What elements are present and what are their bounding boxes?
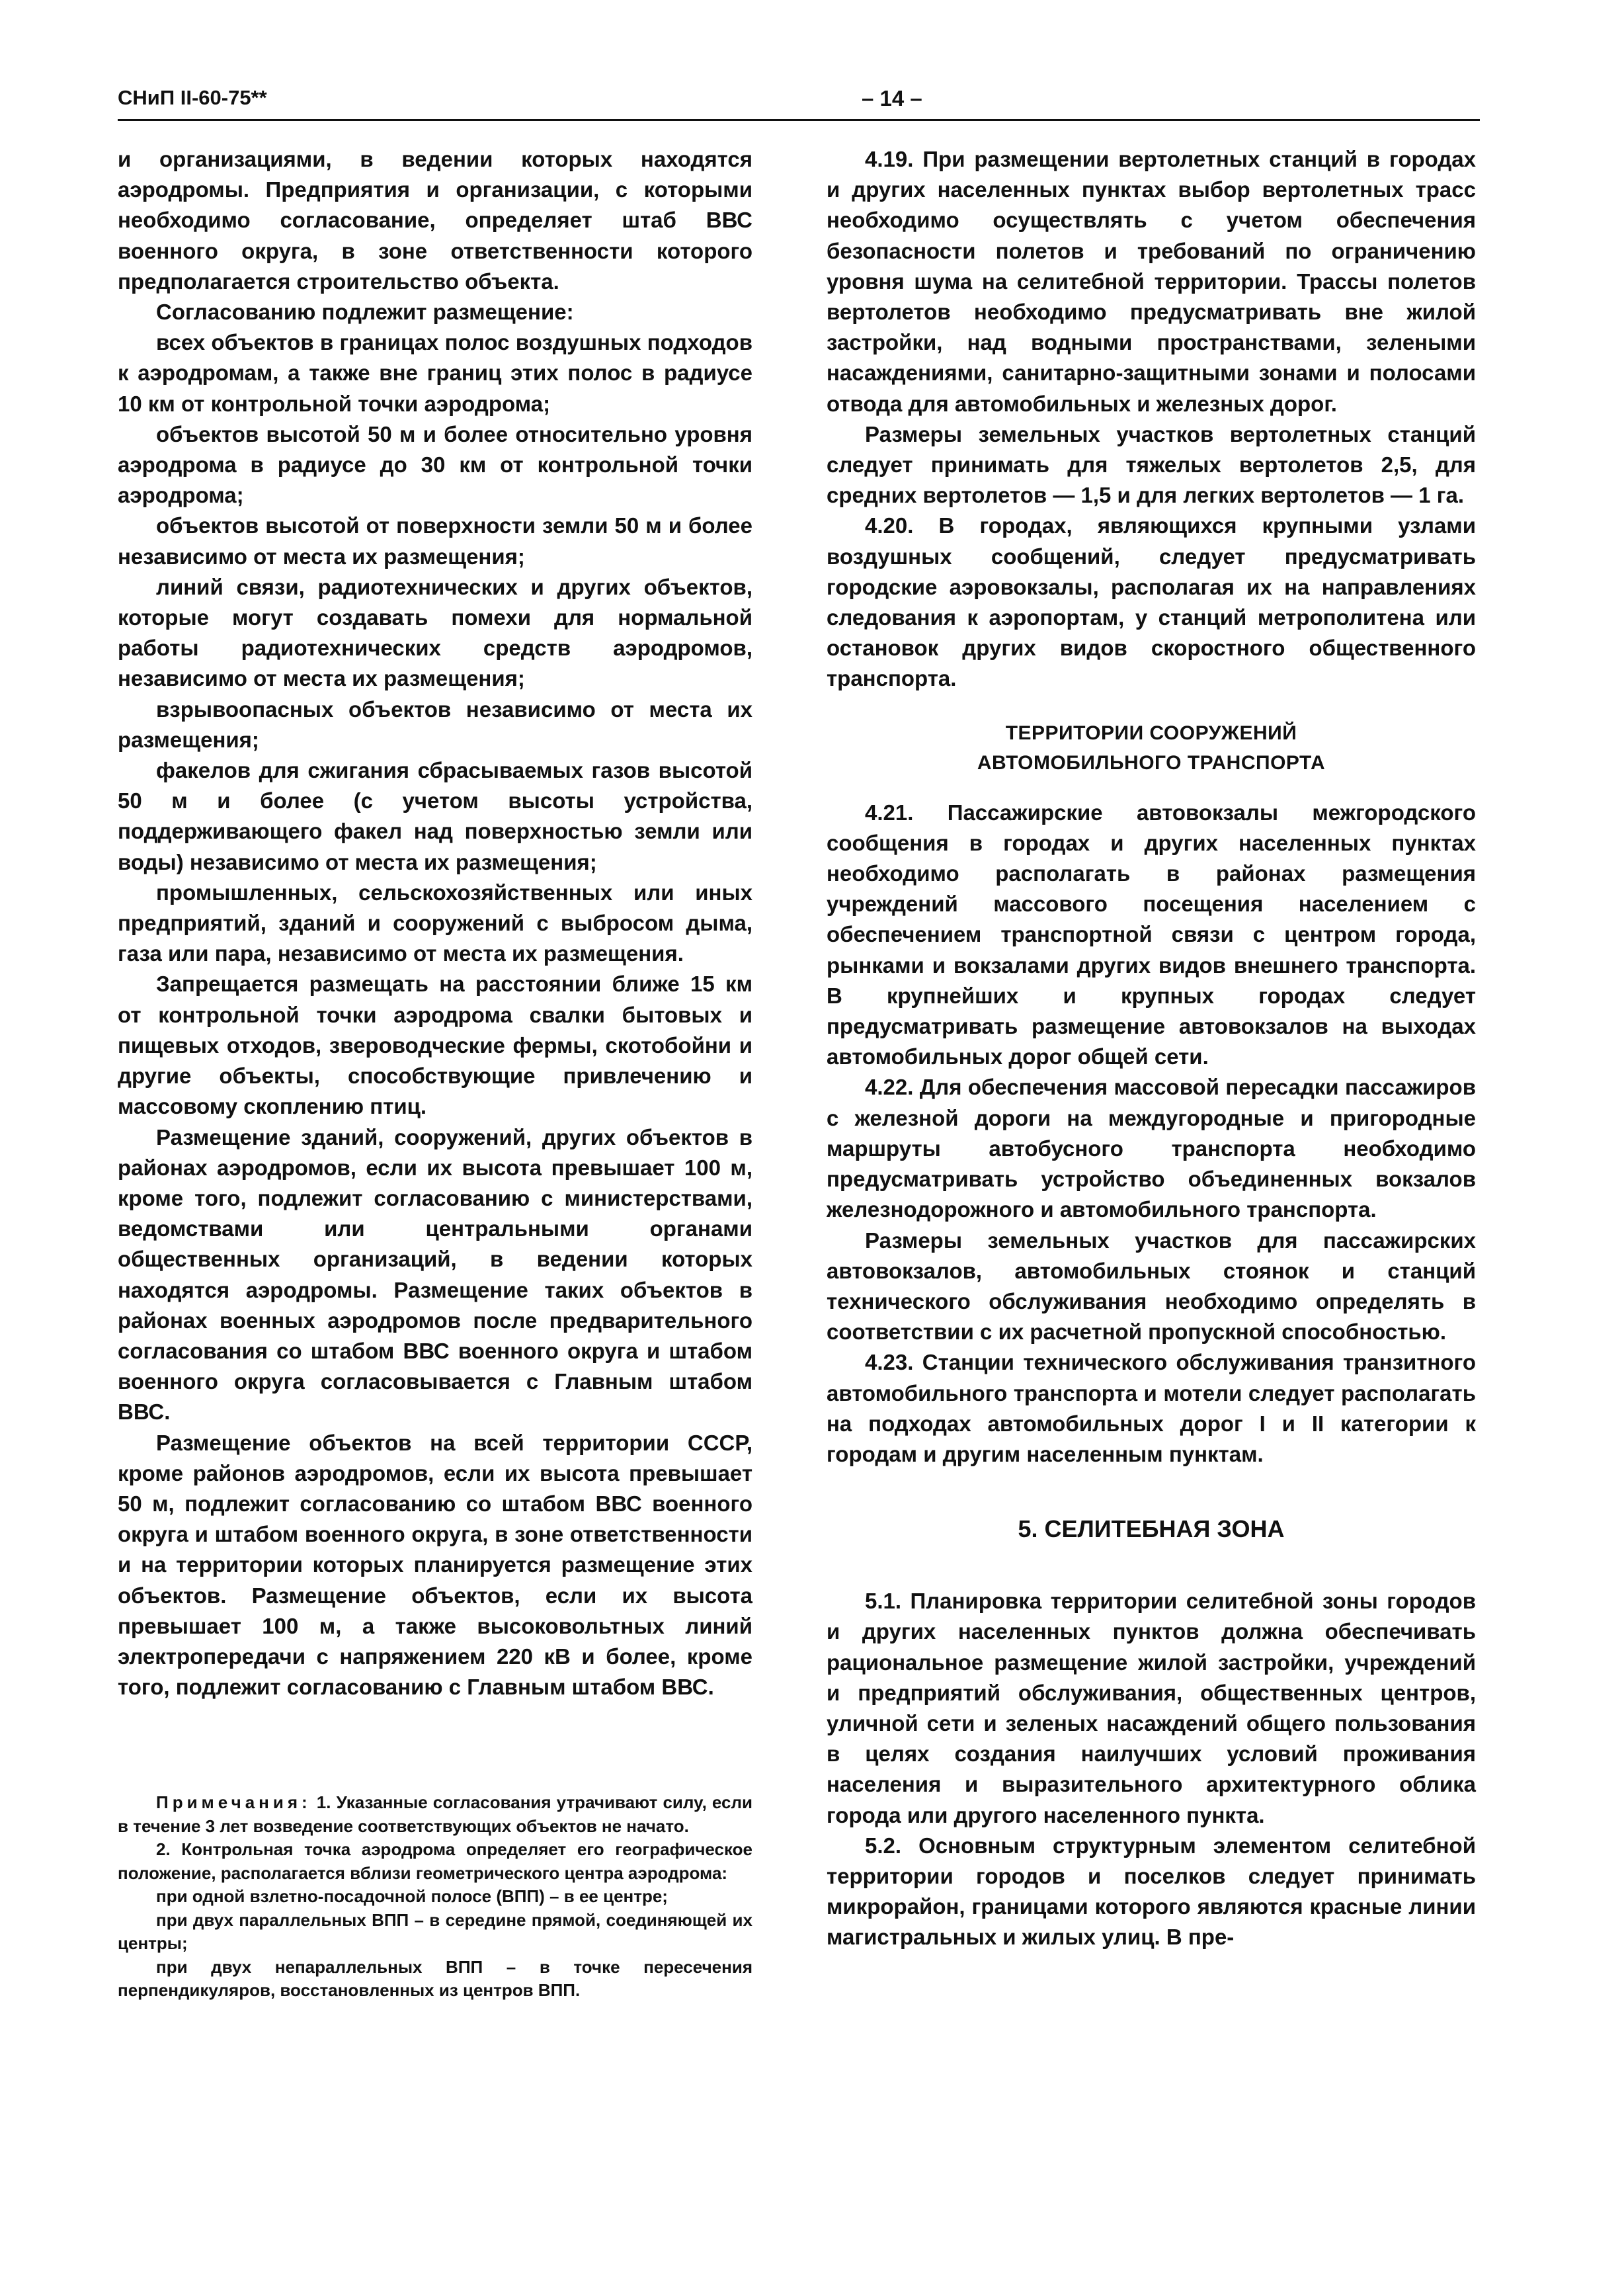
paragraph: Запрещается размещать на расстоянии ближе 15 км от контрольной точки аэродрома свалки бытовых и пищевых отходов, звероводческие фермы, скотобойни и другие объекты, способствующие привлечению и массовому скоплению птиц. bbox=[118, 972, 752, 1119]
section-4-23 bbox=[827, 1347, 1476, 1470]
list-item: промышленных, сельскохозяйственных или иных предприятий, зданий и сооружений с выбросом дыма, газа или пара, независимо от места их размещения. bbox=[118, 880, 752, 966]
section-text: Пассажирские автовокзалы межгородского сообщения в городах и других населенных пунктах необходимо располагать в районах размещения учреждений массового посещения населением с обеспечением транспортной связи с центром города, рынками и вокзалами других видов внешнего транспорта. В крупнейших и крупных городах следует предусматривать размещение автовокзалов на выходах автомобильных дорог общей сети. bbox=[827, 800, 1476, 1069]
section-number: 5.2. bbox=[865, 1833, 902, 1858]
section-4-19 bbox=[827, 144, 1476, 419]
paragraph: Размеры земельных участков вертолетных станций следует принимать для тяжелых вертолетов 2,5, для средних вертолетов — 1,5 и для легких вертолетов — 1 га. bbox=[827, 421, 1476, 508]
note-item: при одной взлетно-посадочной полосе (ВПП) – в ее центре; bbox=[156, 1886, 668, 1906]
note-item bbox=[118, 1791, 752, 1838]
header-divider bbox=[118, 119, 1480, 121]
notes-block bbox=[118, 1791, 752, 2003]
section-text: Для обеспечения массовой пересадки пассажиров с железной дороги на междугородные и пригородные маршруты автобусного транспорта необходимо предусматривать устройство объединенных вокзалов железнодорожного и автомобильного транспорта. bbox=[827, 1075, 1476, 1222]
paragraph: Размещение зданий, сооружений, других объектов в районах аэродромов, если их высота превышает 100 м, кроме того, подлежит согласованию с министерствами, ведомствами или центральными органами общественных организаций, в ведении которых находятся аэродромы. Размещение таких объектов в районах военных аэродромов после предварительного согласования со штабом ВВС военного округа и штабом военного округа согласовывается с Главным штабом ВВС. bbox=[118, 1124, 752, 1425]
section-4-21 bbox=[827, 798, 1476, 1073]
paragraph: Согласованию подлежит размещение: bbox=[156, 300, 574, 325]
section-text: В городах, являющихся крупными узлами воздушных сообщений, следует предусматривать городские аэровокзалы, располагая их на направлениях следования к аэропортам, у станций метрополитена или остановок других видов скоростного общественного транспорта. bbox=[827, 513, 1476, 691]
page-number: – 14 – bbox=[862, 86, 922, 110]
section-number: 4.19. bbox=[865, 147, 914, 171]
list-item: объектов высотой от поверхности земли 50 м и более независимо от места их размещения; bbox=[118, 513, 752, 569]
note-item: 2. Контрольная точка аэродрома определяет его географическое положение, располагается вблизи геометрического центра аэродрома: bbox=[118, 1839, 752, 1883]
list-item: всех объектов в границах полос воздушных подходов к аэродромам, а также вне границ этих полос в радиусе 10 км от контрольной точки аэродрома; bbox=[118, 330, 752, 416]
note-text: 1. Указанные согласования утрачивают силу, если в течение 3 лет возведение соответствующих объектов не начато. bbox=[118, 1792, 752, 1836]
section-5-1 bbox=[827, 1586, 1476, 1831]
section-4-22 bbox=[827, 1072, 1476, 1225]
paragraph: Размещение объектов на всей территории СССР, кроме районов аэродромов, если их высота превышает 50 м, подлежит согласованию со штабом ВВС военного округа и штабом военного округа, в зоне ответственности и на территории которых планируется размещение этих объектов. Размещение объектов, если их высота превышает 100 м, а также высоковольтных линий электропередачи с напряжением 220 кВ и более, кроме того, подлежит согласованию с Главным штабом ВВС. bbox=[118, 1430, 752, 1700]
section-heading bbox=[827, 718, 1476, 778]
section-number: 4.23. bbox=[865, 1350, 914, 1375]
list-item: линий связи, радиотехнических и других объектов, которые могут создавать помехи для нормальной работы радиотехнических средств аэродромов, независимо от места их размещения; bbox=[118, 574, 752, 691]
section-text: Станции технического обслуживания транзитного автомобильного транспорта и мотели следует располагать на подходах автомобильных дорог I и II категории к городам и другим населенным пунктам. bbox=[827, 1350, 1476, 1466]
list-item: факелов для сжигания сбрасываемых газов высотой 50 м и более (с учетом высоты устройства, поддерживающего факел над поверхностью земли или воды) независимо от места их размещения; bbox=[118, 758, 752, 874]
note-item: при двух непараллельных ВПП – в точке пересечения перпендикуляров, восстановленных из центров ВПП. bbox=[118, 1956, 752, 2000]
notes-label: Примечания: bbox=[156, 1792, 311, 1812]
section-text: Основным структурным элементом селитебной территории городов и поселков следует принимать микрорайон, границами которого являются красные линии магистральных и жилых улиц. В пре- bbox=[827, 1833, 1477, 1950]
paragraph: Размеры земельных участков для пассажирских автовокзалов, автомобильных стоянок и станций технического обслуживания необходимо определять в соответствии с их расчетной пропускной способностью. bbox=[827, 1228, 1476, 1345]
right-column bbox=[827, 144, 1476, 1953]
section-number: 4.20. bbox=[865, 513, 914, 538]
chapter-heading: 5. СЕЛИТЕБНАЯ ЗОНА bbox=[1018, 1515, 1285, 1543]
paragraph: и организациями, в ведении которых находятся аэродромы. Предприятия и организации, с которыми необходимо согласование, определяет штаб ВВС военного округа, в зоне ответственности которого предполагается строительство объекта. bbox=[118, 147, 752, 294]
page-header bbox=[118, 86, 1480, 120]
section-5-2 bbox=[827, 1831, 1476, 1953]
document-code: СНиП II-60-75** bbox=[118, 86, 267, 109]
section-text: Планировка территории селитебной зоны городов и других населенных пунктов должна обеспечивать рациональное размещение жилой застройки, учреждений и предприятий обслуживания, общественных центров, уличной сети и зеленых насаждений общего пользования в целях создания наилучших условий проживания населения и выразительного архитектурного облика города или другого населенного пункта. bbox=[827, 1589, 1476, 1827]
note-item: при двух параллельных ВПП – в середине прямой, соединяющей их центры; bbox=[118, 1909, 752, 1953]
list-item: взрывоопасных объектов независимо от места их размещения; bbox=[118, 696, 752, 752]
section-text: При размещении вертолетных станций в городах и других населенных пунктах выбор вертолетных трасс необходимо осуществлять с учетом обеспечения безопасности полетов и требований по ограничению уровня шума на селитебной территории. Трассы полетов вертолетов необходимо предусматривать вне жилой застройки, над водными пространствами, зелеными насаждениями, санитарно-защитными зонами и полосами отвода для автомобильных и железных дорог. bbox=[827, 147, 1477, 416]
heading-line: АВТОМОБИЛЬНОГО ТРАНСПОРТА bbox=[977, 751, 1326, 774]
section-number: 5.1. bbox=[865, 1589, 902, 1614]
section-4-20 bbox=[827, 511, 1476, 694]
heading-line: ТЕРРИТОРИИ СООРУЖЕНИЙ bbox=[1005, 722, 1297, 744]
list-item: объектов высотой 50 м и более относительно уровня аэродрома в радиусе до 30 км от контрольной точки аэродрома; bbox=[118, 421, 752, 508]
left-column bbox=[118, 144, 752, 1702]
section-number: 4.22. bbox=[865, 1075, 914, 1100]
section-number: 4.21. bbox=[865, 800, 914, 825]
